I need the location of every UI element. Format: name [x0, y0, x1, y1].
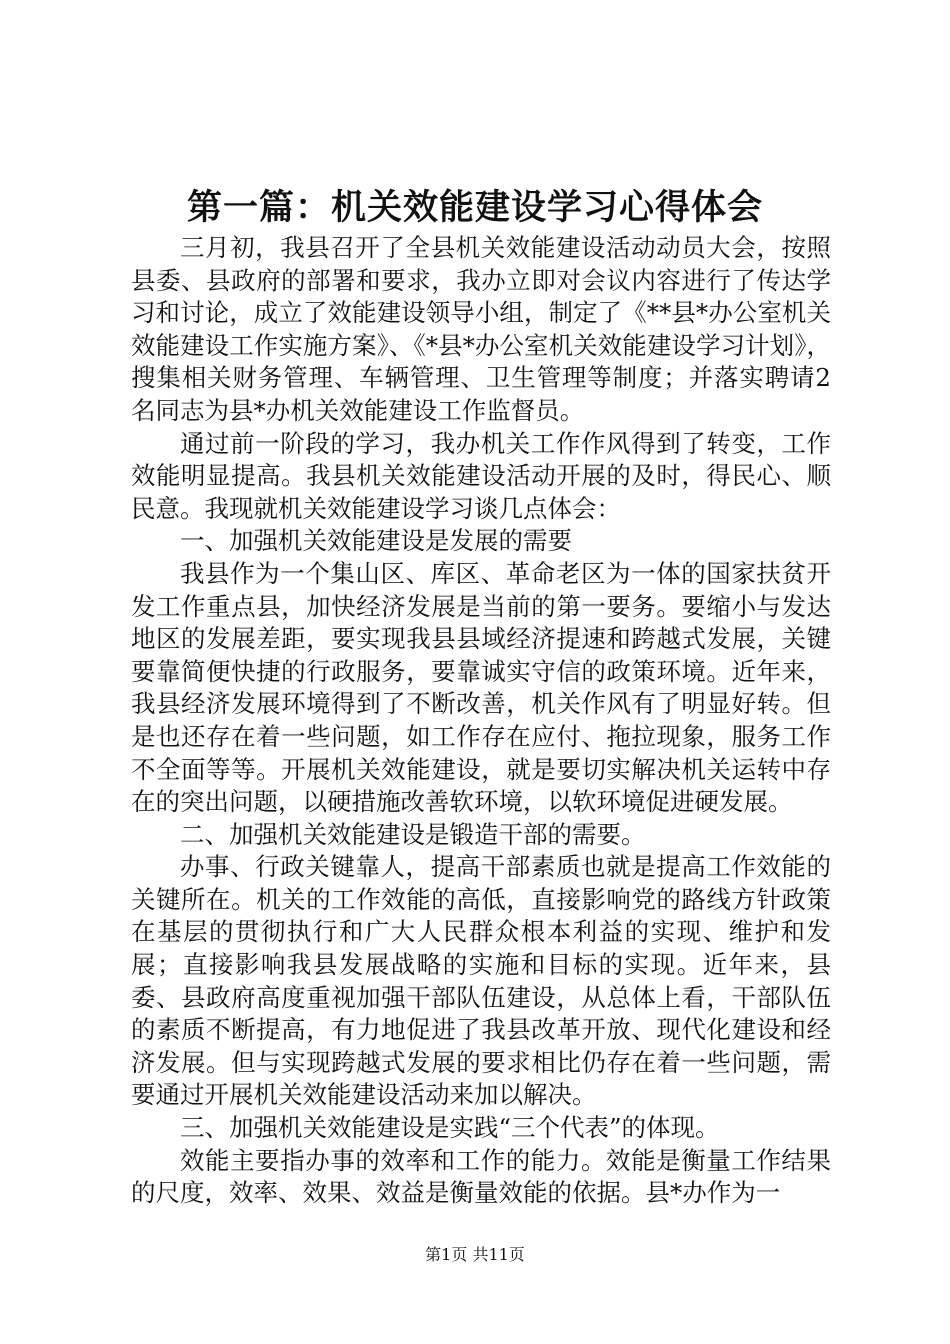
paragraph: 三月初，我县召开了全县机关效能建设活动动员大会，按照县委、县政府的部署和要求，我办立即对会议内容进行了传达学习和讨论，成立了效能建设领导小组，制定了《**县*办公室机关效能建设工作实施方案》、《*县*办公室机关效能建设学习计划》，搜集相关财务管理、车辆管理、卫生管理等制度；并落实聘请2名同志为县*办机关效能建设工作监督员。 [131, 233, 831, 425]
paragraph: 办事、行政关键靠人，提高干部素质也就是提高工作效能的关键所在。机关的工作效能的高低，直接影响党的路线方针政策在基层的贯彻执行和广大人民群众根本利益的实现、维护和发展；直接影响我县发展战略的实施和目标的实现。近年来，县委、县政府高度重视加强干部队伍建设，从总体上看，干部队伍的素质不断提高，有力地促进了我县改革开放、现代化建设和经济发展。但与实现跨越式发展的要求相比仍存在着一些问题，需要通过开展机关效能建设活动来加以解决。 [131, 852, 831, 1110]
paragraph: 通过前一阶段的学习，我办机关工作作风得到了转变，工作效能明显提高。我县机关效能建设活动开展的及时，得民心、顺民意。我现就机关效能建设学习谈几点体会： [131, 428, 831, 523]
section-heading: 一、加强机关效能建设是发展的需要 [180, 526, 572, 556]
section-heading: 三、加强机关效能建设是实践“三个代表”的体现。 [180, 1113, 720, 1143]
paragraph: 效能主要指办事的效率和工作的能力。效能是衡量工作结果的尺度，效率、效果、效益是衡量效能的依据。县*办作为一 [131, 1145, 831, 1208]
paragraph: 我县作为一个集山区、库区、革命老区为一体的国家扶贫开发工作重点县，加快经济发展是当前的第一要务。要缩小与发达地区的发展差距，要实现我县县域经济提速和跨越式发展，关键要靠简便快捷的行政服务，要靠诚实守信的政策环境。近年来，我县经济发展环境得到了不断改善，机关作风有了明显好转。但是也还存在着一些问题，如工作存在应付、拖拉现象，服务工作不全面等等。开展机关效能建设，就是要切实解决机关运转中存在的突出问题，以硬措施改善软环境，以软环境促进硬发展。 [131, 558, 831, 817]
page-number: 第1页 共11页 [425, 1245, 525, 1264]
section-heading: 二、加强机关效能建设是锻造干部的需要。 [180, 819, 646, 849]
document-title: 第一篇：机关效能建设学习心得体会 [186, 187, 763, 228]
document-body [131, 232, 831, 1210]
